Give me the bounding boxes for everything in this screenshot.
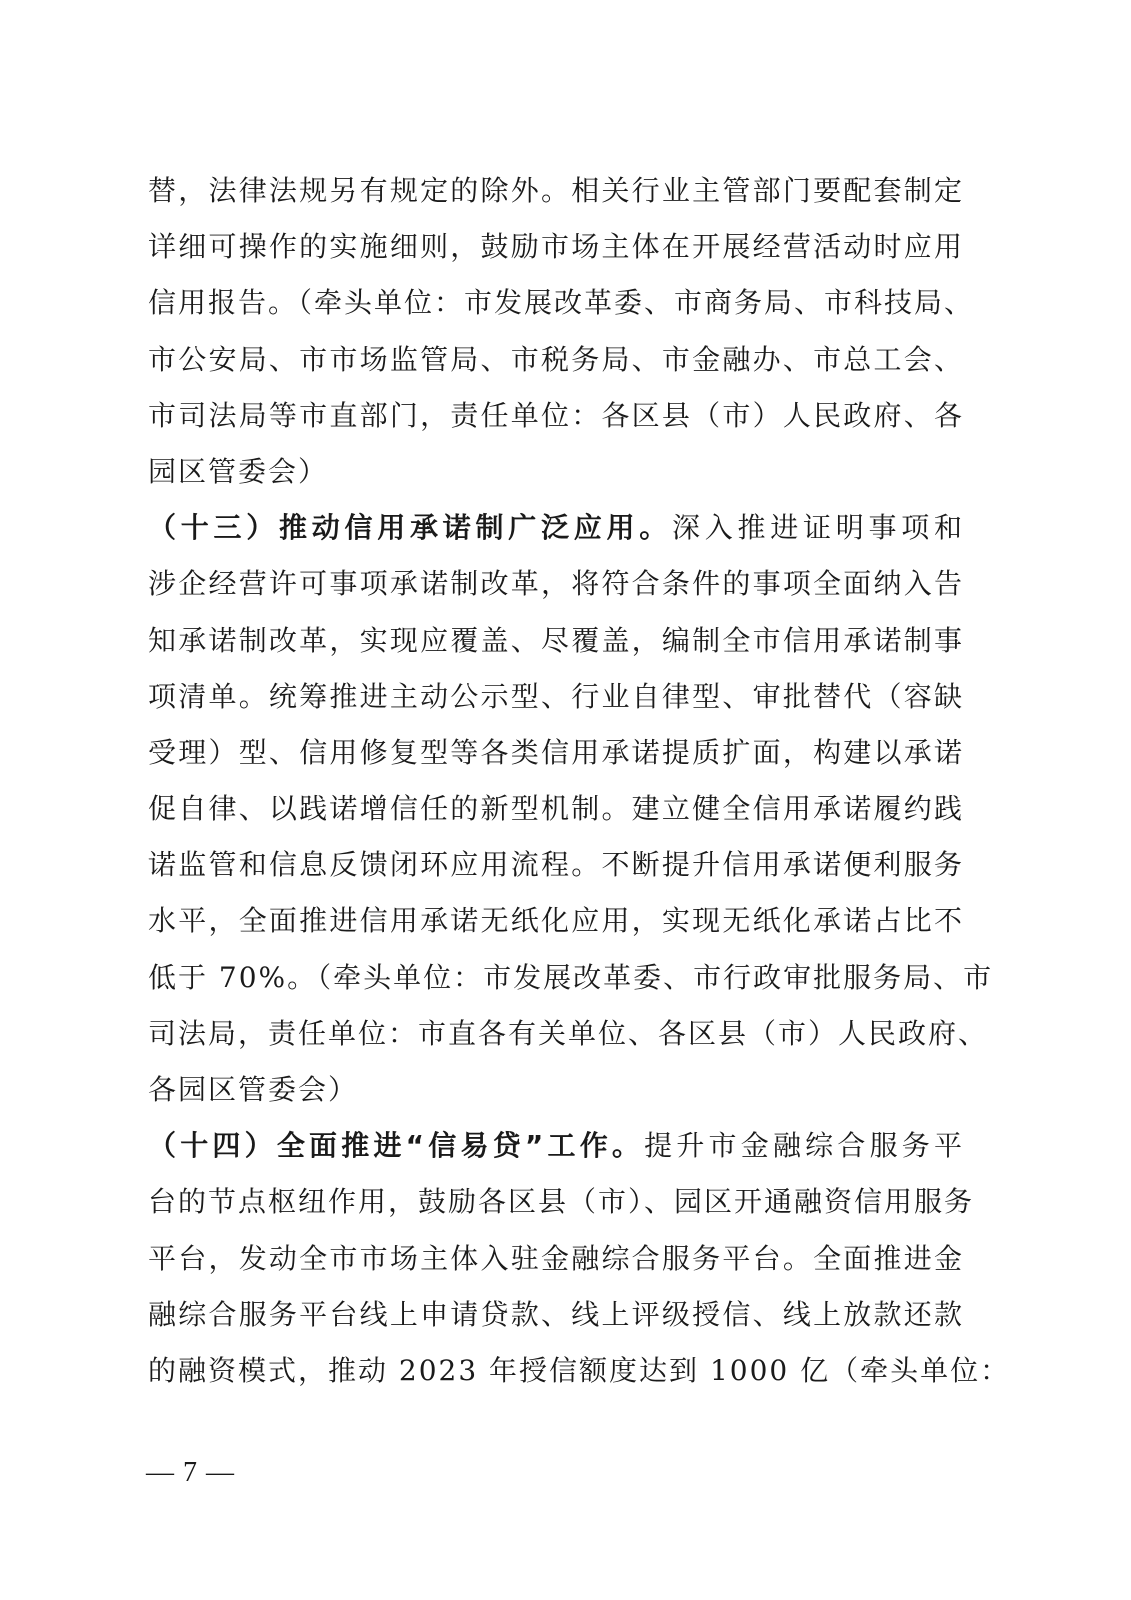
page-number: — 7 — [146, 1457, 235, 1488]
line-text: 水平，全面推进信用承诺无纸化应用，实现无纸化承诺占比不 [148, 904, 964, 938]
line-text: 促自律、以践诺增信任的新型机制。建立健全信用承诺履约践 [148, 792, 964, 826]
text-line [148, 332, 964, 388]
text-line [148, 444, 964, 500]
line-text: 园区管委会） [148, 454, 329, 488]
text-line [148, 781, 964, 837]
line-text: 的融资模式，推动 2023 年授信额度达到 1000 亿（牵头单位： [148, 1353, 1011, 1387]
line-text: 知承诺制改革，实现应覆盖、尽覆盖，编制全市信用承诺制事 [148, 623, 964, 657]
text-line [148, 725, 964, 781]
line-text: 诺监管和信息反馈闭环应用流程。不断提升信用承诺便利服务 [148, 848, 964, 882]
text-line [148, 893, 964, 949]
text-line [148, 950, 994, 1006]
line-text: 融综合服务平台线上申请贷款、线上评级授信、线上放款还款 [148, 1297, 964, 1331]
text-line [148, 1006, 989, 1062]
text-line [148, 1287, 964, 1343]
line-text: 台的节点枢纽作用，鼓励各区县（市）、园区开通融资信用服务 [148, 1185, 975, 1219]
line-text: 项清单。统筹推进主动公示型、行业自律型、审批替代（容缺 [148, 679, 964, 713]
line-text: 各园区管委会） [148, 1073, 359, 1106]
line-text: 平台，发动全市市场主体入驻金融综合服务平台。全面推进金 [148, 1241, 964, 1275]
text-line [148, 613, 964, 669]
text-line [148, 1174, 975, 1230]
line-text: 替，法律法规另有规定的除外。相关行业主管部门要配套制定 [148, 174, 964, 207]
document-body [148, 163, 1011, 1399]
text-line [148, 1343, 1011, 1399]
text-line [148, 669, 964, 725]
line-text: 涉企经营许可事项承诺制改革，将符合条件的事项全面纳入告 [148, 567, 964, 601]
line-text: 低于 70%。（牵头单位：市发展改革委、市行政审批服务局、市 [148, 960, 994, 994]
section-heading: （十四）全面推进“信易贷”工作。 [148, 1129, 645, 1163]
line-text: 司法局，责任单位：市直各有关单位、各区县（市）人民政府、 [148, 1016, 989, 1050]
section-heading-line [148, 500, 964, 556]
text-line [148, 556, 964, 612]
line-text: 信用报告。（牵头单位：市发展改革委、市商务局、市科技局、 [148, 286, 975, 320]
text-line [148, 275, 975, 331]
text-line [148, 163, 964, 219]
line-text: 提升市金融综合服务平 [644, 1129, 964, 1163]
line-text: 市司法局等市直部门，责任单位：各区县（市）人民政府、各 [148, 398, 964, 432]
text-line [148, 837, 964, 893]
text-line [148, 1231, 964, 1287]
text-line [148, 388, 964, 444]
section-heading: （十三）推动信用承诺制广泛应用。 [148, 511, 672, 545]
section-heading-line [148, 1118, 964, 1174]
line-text: 深入推进证明事项和 [671, 511, 964, 545]
text-line [148, 1062, 964, 1118]
text-line [148, 219, 964, 275]
line-text: 详细可操作的实施细则，鼓励市场主体在开展经营活动时应用 [148, 230, 964, 264]
line-text: 受理）型、信用修复型等各类信用承诺提质扩面，构建以承诺 [148, 735, 964, 769]
line-text: 市公安局、市市场监管局、市税务局、市金融办、市总工会、 [148, 342, 964, 376]
